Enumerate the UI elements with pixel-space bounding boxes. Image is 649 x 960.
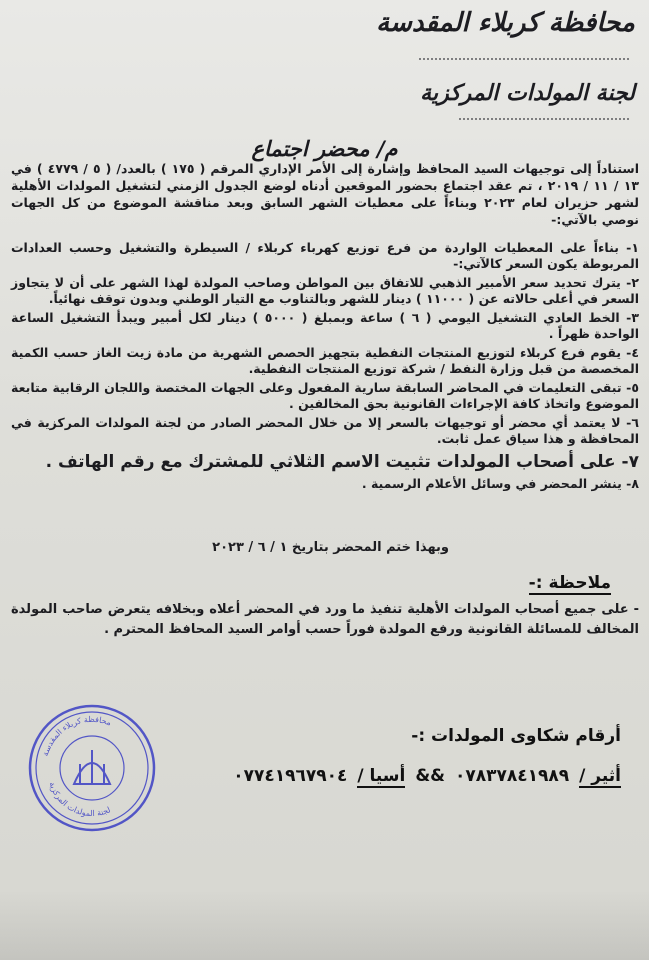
header-committee: لجنة المولدات المركزية	[420, 80, 635, 106]
official-stamp	[26, 702, 158, 834]
intro-paragraph: استناداً إلى توجيهات السيد المحافظ وإشارة إلى الأمر الإداري المرقم ( ١٧٥ ) بالعدد/ ( ٥ / ٤٧٧٩ ) في ١٣ / ١١ / ٢٠١٩ ، تم عقد اجتماع بحضور الموقعين أدناه لوضع الجدول الزمني لتشغيل المولدات الأهلية لشهر حزيران لعام ٢٠٢٣ وبناءاً على معطيات الشهر السابق وبعد مناقشة الموضوع من كل الجهات نوصي بالآتي:-	[11, 161, 640, 227]
list-item: ٢- يترك تحديد سعر الأمبير الذهبي للاتفاق بين المواطن وصاحب المولدة لهذا الشهر على أن لا يتجاوز السعر في أعلى حالاته عن ( ١١٠٠٠ ) دينار للشهر وبالتناوب مع التيار الوطني وبدون توقف نهائياً.	[11, 275, 639, 306]
header-scribble	[419, 48, 629, 60]
list-item: ٦- لا يعتمد أي محضر أو توجيهات بالسعر إلا من خلال المحضر الصادر من لجنة المولدات المركزية في المحافظة و هذا سياق عمل ثابت.	[11, 415, 639, 446]
list-item: ١- بناءاً على المعطيات الواردة من فرع توزيع كهرباء كربلاء / السيطرة والتشغيل وحسب العدادات المربوطة يكون السعر كالآتي:-	[11, 240, 639, 271]
list-item: ٧- على أصحاب المولدات تثبيت الاسم الثلاثي للمشترك مع رقم الهاتف .	[45, 452, 639, 472]
note-heading	[529, 573, 611, 593]
complaint-separator: &&	[415, 766, 445, 786]
complaint-number-1: ٠٧٨٣٧٨٤١٩٨٩	[455, 766, 570, 786]
complaint-label-2: أسيا /	[357, 766, 406, 786]
document-title: م/ محضر اجتماع	[251, 136, 398, 161]
stamp-text-bottom: لجنة المولدات المركزية	[47, 780, 112, 819]
list-item: ٣- الخط العادي التشغيل اليومي ( ٦ ) ساعة وبمبلغ ( ٥٠٠٠ ) دينار لكل أمبير ويبدأ التشغيل الساعة الواحدة ظهراً .	[11, 310, 639, 341]
header-governorate: محافظة كربلاء المقدسة	[376, 8, 635, 38]
page-shadow	[0, 890, 649, 960]
list-item: ٨- ينشر المحضر في وسائل الأعلام الرسمية .	[361, 476, 639, 491]
note-heading-text: ملاحظة :-	[528, 573, 611, 593]
note-text: - على جميع أصحاب المولدات الأهلية تنفيذ ما ورد في المحضر أعلاه وبخلافه يتعرض صاحب المولدة المخالف للمسائلة القانونية ورفع المولدة فوراً حسب أوامر السيد المحافظ المحترم .	[11, 602, 639, 637]
list-item: ٥- تبقى التعليمات في المحاضر السابقة سارية المفعول وعلى الجهات المختصة واللجان الرقابية متابعة الموضوع واتخاذ كافة الإجراءات القانونية بحق المخالفين .	[11, 380, 639, 411]
closing-date: وبهذا ختم المحضر بتاريخ ١ / ٦ / ٢٠٢٣	[212, 540, 449, 555]
stamp-text-top: محافظة كربلاء المقدسة	[40, 714, 113, 758]
list-item: ٤- يقوم فرع كربلاء لتوزيع المنتجات النفطية بتجهيز الحصص الشهرية من مادة زيت الغاز حسب الكمية المخصصة من قبل وزارة النفط / شركة توزيع المنتجات النفطية.	[11, 345, 639, 376]
recommendations-list	[11, 240, 639, 495]
complaint-number-2: ٠٧٧٤١٩٦٧٩٠٤	[233, 766, 348, 786]
complaint-label-1: أثير /	[579, 766, 621, 786]
header-scribble	[459, 108, 629, 120]
complaints-heading: أرقام شكاوى المولدات :-	[411, 726, 621, 746]
